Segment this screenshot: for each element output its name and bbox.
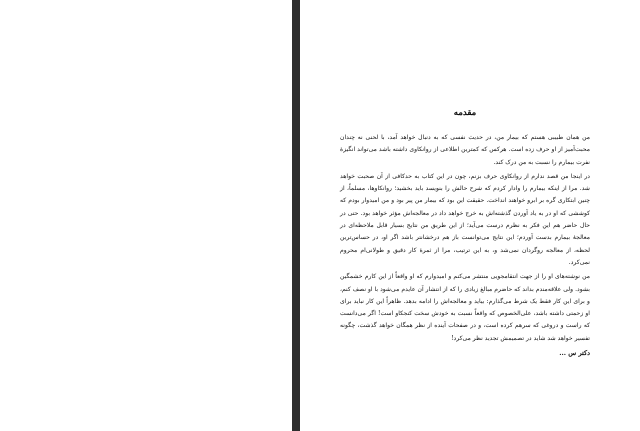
paragraph-1: من همان طبیبی هستم که بیمار من، در حدیث نفسی که به دنبال خواهد آمد، با لحنی نه چندان محبت‌آمیز از او حرف زده است. هرکس که کمترین اطلاعی از روانکاوی داشته باشد می‌تواند انگیزهٔ نفرت بیمارم را نسبت به من درک کند. (340, 134, 590, 166)
book-gutter (292, 0, 300, 431)
signature: دکتر س ... (559, 349, 590, 358)
paragraph-2: در اینجا من قصد ندارم از روانکاوی حرف بزنم، چون در این کتاب به حدکافی از آن صحبت خواهد شد. مرا از اینکه بیمارم را وادار کردم که شرح حالش را بنویسد باید بخشید؛ روانکاوها، مسلماً، از چنین ابتکاری گره بر ابرو خواهند انداخت. حقیقت این بود که بیمار من پیر بود و من امیدوار بودم که کوششی که او در به یاد آوردن گذشته‌اش به خرج خواهد داد در معالجه‌اش مؤثر خواهد بود. حتی در حال حاضر هم این فکر به نظرم درست می‌آید؛ از این طریق من نتایج بسیار قابل ملاحظه‌ای در معالجهٔ بیمارم بدست آوردم؛ این نتایج می‌توانست باز هم درخشانتر باشد اگر او، در حساس‌ترین لحظه، از معالجه روگردان نمی‌شد و، به این ترتیب، مرا از ثمرهٔ کار دقیق و طولانی‌ام محروم نمی‌کرد. (340, 172, 590, 266)
paragraph-3: من نوشته‌های او را از جهت انتقامجویی منتشر می‌کنم و امیدوارم که او واقعاً از این کارم خشمگین بشود. ولی علاقه‌مندم بداند که حاضرم مبالغ زیادی را که از انتشار آن عایدم می‌شود با او نصف کنم، و برای این کار فقط یک شرط می‌گذارم: بیاید و معالجه‌اش را ادامه بدهد. ظاهراً این کار نباید برای او زحمتی داشته باشد، علی‌الخصوص که واقعاً نسبت به خودش سخت کنجکاو است! اگر می‌دانست که راست و دروغی که سرهم کرده است، و در صفحات آینده از نظر همگان خواهد گذشت، چگونه تفسیر خواهد شد شاید در تصمیمش تجدید نظر می‌کرد! (340, 273, 590, 342)
right-text-page (300, 0, 640, 431)
left-blank-page (0, 0, 292, 431)
page-title: مقدمه (453, 108, 477, 118)
page-text-column (340, 108, 590, 359)
